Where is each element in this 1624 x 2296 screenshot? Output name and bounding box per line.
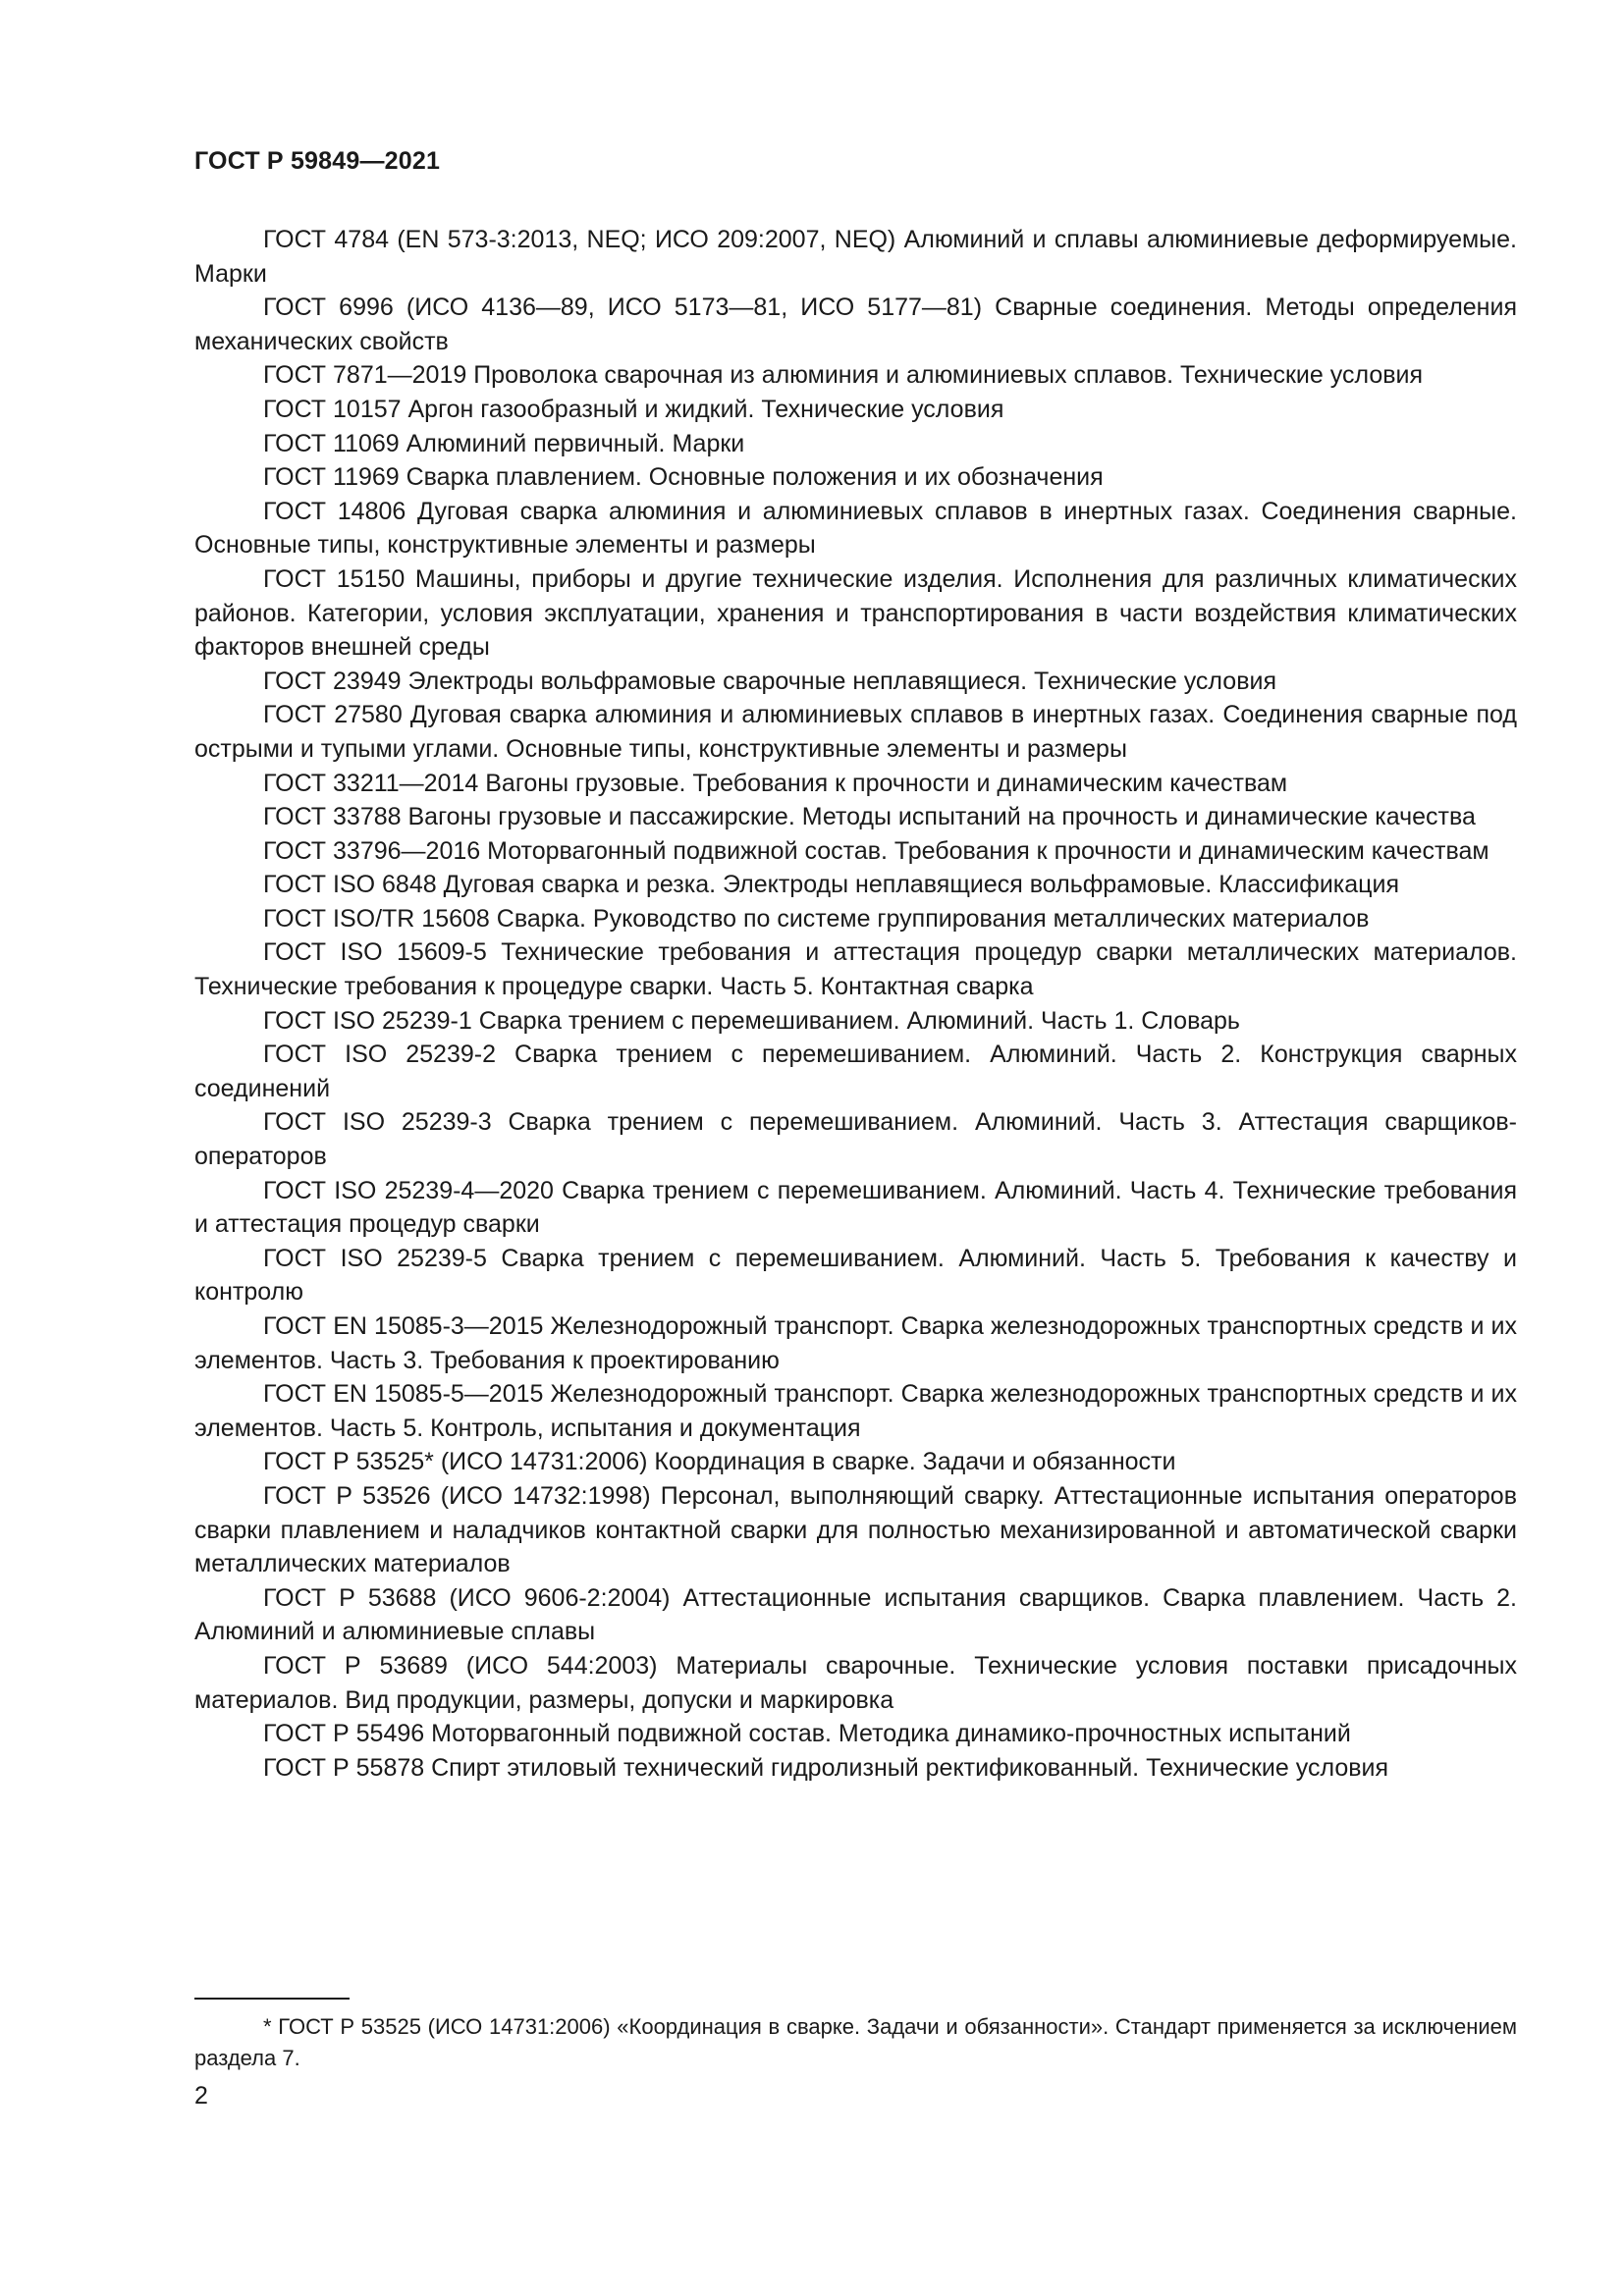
reference-item: ГОСТ Р 53688 (ИСО 9606-2:2004) Аттестационные испытания сварщиков. Сварка плавлением. Часть 2. Алюминий и алюминиевые сплавы: [194, 1583, 1517, 1646]
reference-item: ГОСТ 33788 Вагоны грузовые и пассажирские. Методы испытаний на прочность и динамические качества: [263, 803, 1476, 831]
reference-item: ГОСТ 4784 (EN 573-3:2013, NEQ; ИСО 209:2007, NEQ) Алюминий и сплавы алюминиевые деформируемые. Марки: [194, 226, 1517, 288]
reference-item: ГОСТ ISO 25239-3 Сварка трением с перемешиванием. Алюминий. Часть 3. Аттестация сварщиков-операторов: [194, 1108, 1517, 1171]
reference-item: ГОСТ Р 55496 Моторвагонный подвижной состав. Методика динамико-прочностных испытаний: [263, 1720, 1351, 1748]
reference-item: ГОСТ ISO 25239-5 Сварка трением с перемешиванием. Алюминий. Часть 5. Требования к качеству и контролю: [194, 1244, 1517, 1307]
reference-item: ГОСТ 11969 Сварка плавлением. Основные положения и их обозначения: [263, 463, 1104, 492]
reference-item: ГОСТ 11069 Алюминий первичный. Марки: [263, 429, 745, 457]
reference-item: ГОСТ Р 53526 (ИСО 14732:1998) Персонал, выполняющий сварку. Аттестационные испытания операторов сварки плавлением и наладчиков контактной сварки для полностью механизированной и автоматической сварки металлических материалов: [194, 1481, 1517, 1578]
reference-item: ГОСТ 10157 Аргон газообразный и жидкий. Технические условия: [263, 395, 1004, 423]
reference-item: ГОСТ 6996 (ИСО 4136—89, ИСО 5173—81, ИСО 5177—81) Сварные соединения. Методы определения механических свойств: [194, 294, 1517, 355]
normative-references-list: [194, 223, 1517, 1785]
reference-item: ГОСТ 14806 Дуговая сварка алюминия и алюминиевых сплавов в инертных газах. Соединения сварные. Основные типы, конструктивные элементы и размеры: [194, 497, 1517, 560]
reference-item: ГОСТ EN 15085-3—2015 Железнодорожный транспорт. Сварка железнодорожных транспортных средств и их элементов. Часть 3. Требования к проектированию: [194, 1312, 1517, 1374]
reference-item: ГОСТ ISO 25239-1 Сварка трением с перемешиванием. Алюминий. Часть 1. Словарь: [263, 1006, 1240, 1035]
reference-item: ГОСТ 7871—2019 Проволока сварочная из алюминия и алюминиевых сплавов. Технические условия: [263, 361, 1424, 390]
reference-item: ГОСТ EN 15085-5—2015 Железнодорожный транспорт. Сварка железнодорожных транспортных средств и их элементов. Часть 5. Контроль, испытания и документация: [194, 1380, 1517, 1442]
reference-item: ГОСТ ISO 25239-4—2020 Сварка трением с перемешиванием. Алюминий. Часть 4. Технические требования и аттестация процедур сварки: [194, 1176, 1517, 1239]
footnote-divider: [194, 1998, 350, 2000]
reference-item: ГОСТ 15150 Машины, приборы и другие технические изделия. Исполнения для различных климатических районов. Категории, условия эксплуатации, хранения и транспортирования в части воздействия климатических факторов внешней среды: [194, 564, 1517, 662]
page-number: 2: [194, 2082, 208, 2109]
reference-item: ГОСТ 27580 Дуговая сварка алюминия и алюминиевых сплавов в инертных газах. Соединения сварные под острыми и тупыми углами. Основные типы, конструктивные элементы и размеры: [194, 701, 1517, 763]
reference-item: ГОСТ Р 55878 Спирт этиловый технический гидролизный ректификованный. Технические условия: [263, 1753, 1389, 1782]
document-header: ГОСТ Р 59849—2021: [194, 147, 441, 175]
reference-item: ГОСТ 23949 Электроды вольфрамовые сварочные неплавящиеся. Технические условия: [263, 667, 1276, 695]
reference-item: ГОСТ ISO 25239-2 Сварка трением с перемешиванием. Алюминий. Часть 2. Конструкция сварных соединений: [194, 1041, 1517, 1102]
reference-item: ГОСТ 33211—2014 Вагоны грузовые. Требования к прочности и динамическим качествам: [263, 769, 1288, 797]
reference-item: ГОСТ Р 53525* (ИСО 14731:2006) Координация в сварке. Задачи и обязанности: [263, 1448, 1176, 1476]
reference-item: ГОСТ ISO/TR 15608 Сварка. Руководство по системе группирования металлических материалов: [263, 904, 1370, 933]
reference-item: ГОСТ ISO 15609-5 Технические требования и аттестация процедур сварки металлических материалов. Технические требования к процедуре сварки. Часть 5. Контактная сварка: [194, 938, 1517, 1001]
footnote: * ГОСТ Р 53525 (ИСО 14731:2006) «Координация в сварке. Задачи и обязанности». Стандарт применяется за исключением раздела 7.: [194, 2014, 1517, 2070]
reference-item: ГОСТ ISO 6848 Дуговая сварка и резка. Электроды неплавящиеся вольфрамовые. Классификация: [263, 871, 1399, 899]
reference-item: ГОСТ 33796—2016 Моторвагонный подвижной состав. Требования к прочности и динамическим качествам: [263, 836, 1489, 865]
reference-item: ГОСТ Р 53689 (ИСО 544:2003) Материалы сварочные. Технические условия поставки присадочных материалов. Вид продукции, размеры, допуски и маркировка: [194, 1651, 1517, 1714]
